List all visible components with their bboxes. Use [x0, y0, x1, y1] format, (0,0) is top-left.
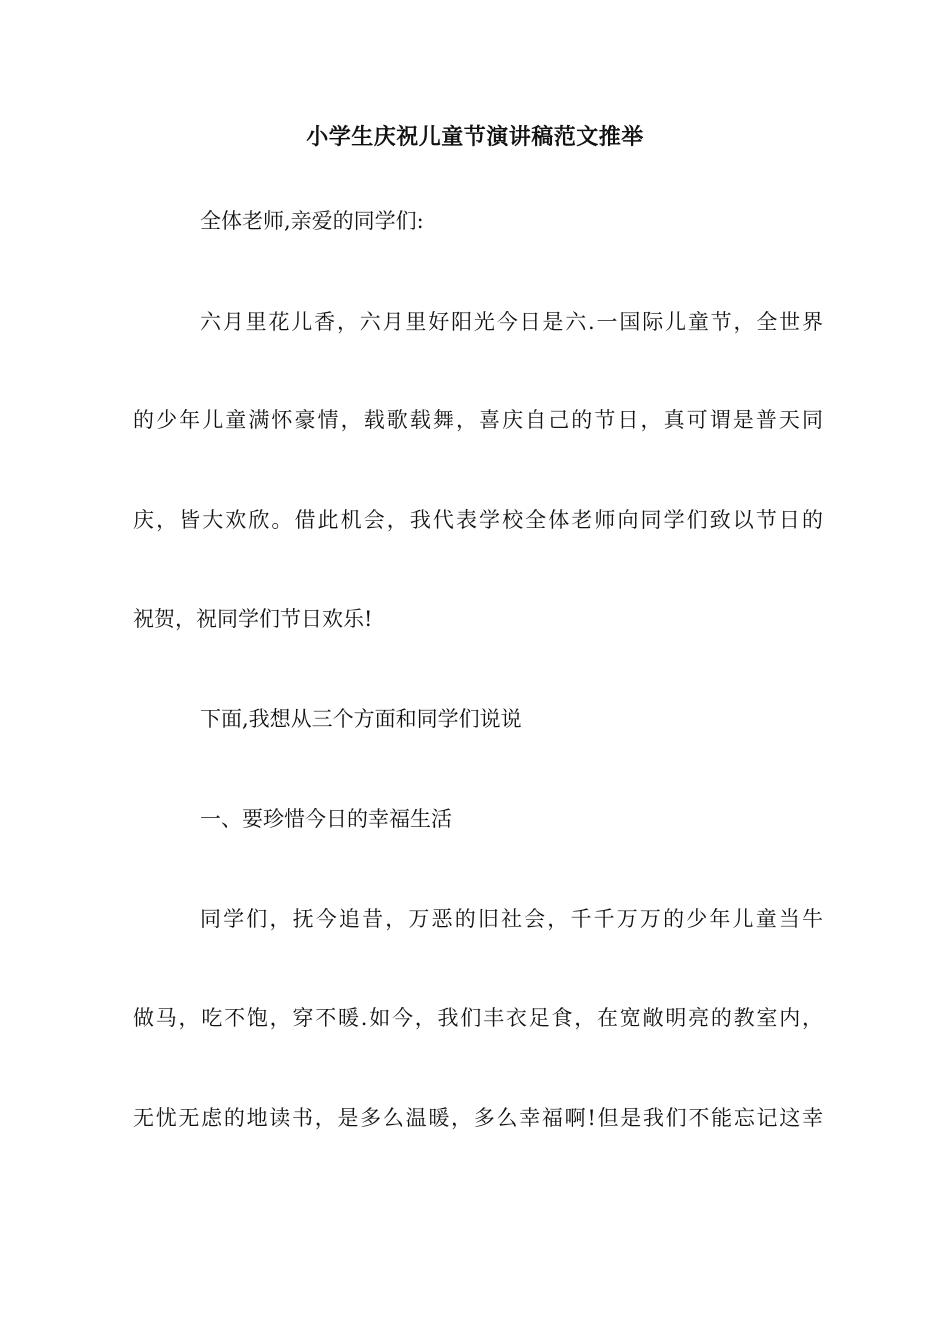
paragraph-line: 无忧无虑的地读书，是多么温暖，多么幸福啊!但是我们不能忘记这幸 [133, 1106, 823, 1130]
paragraph-line: 祝贺，祝同学们节日欢乐! [133, 607, 373, 631]
section-heading: 一、要珍惜今日的幸福生活 [200, 807, 452, 831]
paragraph-line: 六月里花儿香，六月里好阳光今日是六.一国际儿童节，全世界 [200, 310, 823, 334]
paragraph-line: 的少年儿童满怀豪情，载歌载舞，喜庆自己的节日，真可谓是普天同 [133, 408, 823, 432]
paragraph-line: 下面,我想从三个方面和同学们说说 [200, 707, 522, 731]
salutation-line: 全体老师,亲爱的同学们: [200, 209, 424, 233]
paragraph-line: 庆，皆大欢欣。借此机会，我代表学校全体老师向同学们致以节日的 [133, 508, 823, 532]
paragraph-line: 做马，吃不饱，穿不暖.如今，我们丰衣足食，在宽敞明亮的教室内， [133, 1006, 823, 1030]
paragraph-line: 同学们，抚今追昔，万恶的旧社会，千千万万的少年儿童当牛 [200, 907, 823, 931]
document-title: 小学生庆祝儿童节演讲稿范文推举 [306, 125, 644, 150]
